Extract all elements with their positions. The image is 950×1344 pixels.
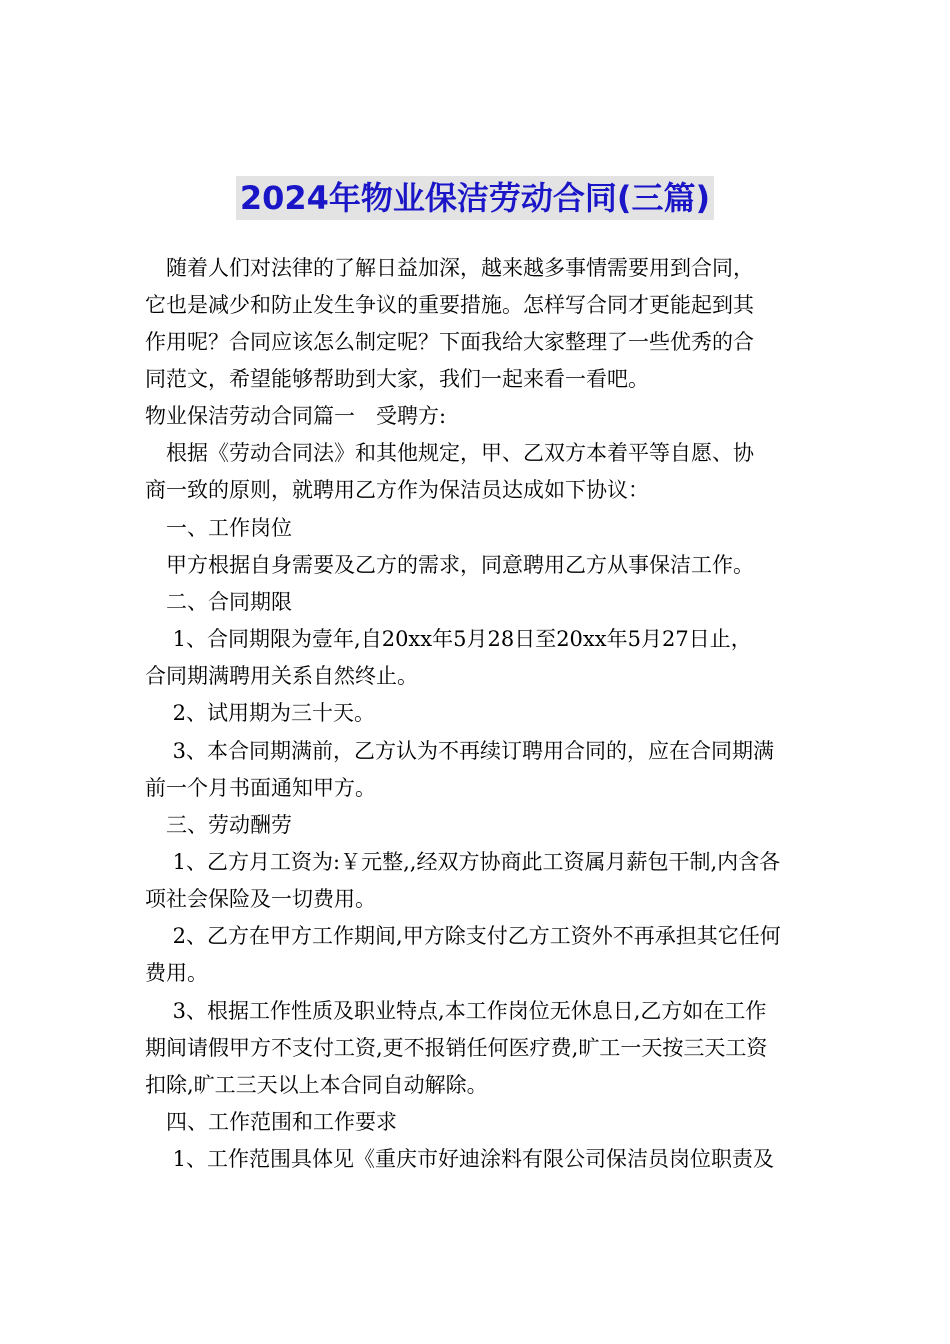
body-line: 随着人们对法律的了解日益加深，越来越多事情需要用到合同， bbox=[145, 256, 754, 280]
body-line: 前一个月书面通知甲方。 bbox=[145, 776, 376, 800]
body-line: 合同期满聘用关系自然终止。 bbox=[145, 664, 418, 688]
body-line: 物业保洁劳动合同篇一 受聘方: bbox=[145, 404, 447, 428]
body-line: 它也是减少和防止发生争议的重要措施。怎样写合同才更能起到其 bbox=[145, 293, 754, 317]
body-line: 根据《劳动合同法》和其他规定，甲、乙双方本着平等自愿、协 bbox=[145, 441, 754, 465]
title-container bbox=[0, 176, 950, 220]
body-line: 一、工作岗位 bbox=[145, 516, 292, 540]
body-line: 1、工作范围具体见《重庆市好迪涂料有限公司保洁员岗位职责及 bbox=[145, 1147, 775, 1171]
body-line: 同范文，希望能够帮助到大家，我们一起来看一看吧。 bbox=[145, 367, 649, 391]
body-line: 2、试用期为三十天。 bbox=[145, 701, 376, 725]
body-line: 期间请假甲方不支付工资,更不报销任何医疗费,旷工一天按三天工资 bbox=[145, 1036, 768, 1060]
body-line: 甲方根据自身需要及乙方的需求，同意聘用乙方从事保洁工作。 bbox=[145, 553, 754, 577]
body-line: 扣除,旷工三天以上本合同自动解除。 bbox=[145, 1073, 488, 1097]
document-title: 2024年物业保洁劳动合同(三篇) bbox=[236, 176, 714, 220]
body-line: 四、工作范围和工作要求 bbox=[145, 1110, 397, 1134]
body-line: 费用。 bbox=[145, 961, 208, 985]
body-line: 作用呢？合同应该怎么制定呢？下面我给大家整理了一些优秀的合 bbox=[145, 330, 754, 354]
body-line: 3、根据工作性质及职业特点,本工作岗位无休息日,乙方如在工作 bbox=[145, 999, 767, 1023]
body-line: 项社会保险及一切费用。 bbox=[145, 887, 376, 911]
body-line: 商一致的原则，就聘用乙方作为保洁员达成如下协议： bbox=[145, 478, 649, 502]
body-line: 3、本合同期满前，乙方认为不再续订聘用合同的，应在合同期满 bbox=[145, 739, 775, 763]
body-line: 2、乙方在甲方工作期间,甲方除支付乙方工资外不再承担其它任何 bbox=[145, 924, 781, 948]
body-line: 二、合同期限 bbox=[145, 590, 292, 614]
body-line: 三、劳动酬劳 bbox=[145, 813, 292, 837]
body-line: 1、合同期限为壹年,自20xx年5月28日至20xx年5月27日止， bbox=[145, 627, 752, 651]
body-line: 1、乙方月工资为:￥元整,,经双方协商此工资属月薪包干制,内含各 bbox=[145, 850, 781, 874]
